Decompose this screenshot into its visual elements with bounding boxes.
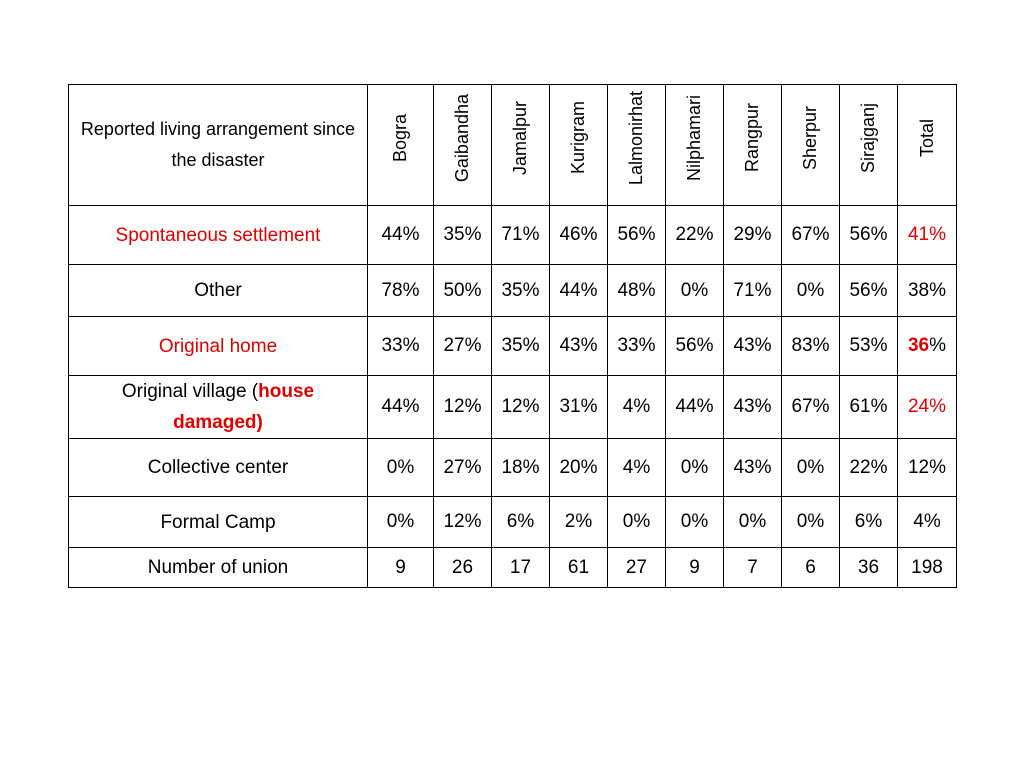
table-cell: 50%	[434, 265, 492, 317]
table-cell: 71%	[724, 265, 782, 317]
table-cell: 0%	[782, 265, 840, 317]
table-cell: 44%	[368, 206, 434, 265]
table-cell: 43%	[724, 317, 782, 376]
table-row-formal-camp	[69, 497, 957, 548]
table-cell: 17	[492, 548, 550, 588]
table-cell: 12%	[434, 376, 492, 439]
table-cell: 35%	[492, 317, 550, 376]
row-label-prefix: Original village (	[121, 381, 259, 402]
table-cell: 44%	[666, 376, 724, 439]
col-header-jamalpur: Jamalpur	[492, 85, 550, 206]
table-cell-total: 41%	[898, 206, 957, 265]
table-cell: 26	[434, 548, 492, 588]
table-cell: 71%	[492, 206, 550, 265]
table-cell: 0%	[666, 439, 724, 497]
table-cell-total: 38%	[898, 265, 957, 317]
total-unit: %	[929, 335, 947, 356]
table-cell: 4%	[608, 439, 666, 497]
table-cell: 4%	[608, 376, 666, 439]
row-label: Spontaneous settlement	[69, 206, 368, 265]
table-cell: 22%	[840, 439, 898, 497]
table-cell: 0%	[782, 497, 840, 548]
living-arrangement-table	[68, 84, 957, 588]
table-cell: 33%	[368, 317, 434, 376]
table-cell: 18%	[492, 439, 550, 497]
row-label: Other	[69, 265, 368, 317]
table-cell: 33%	[608, 317, 666, 376]
table-cell: 12%	[434, 497, 492, 548]
col-header-sirajganj: Sirajganj	[840, 85, 898, 206]
table-cell: 61	[550, 548, 608, 588]
table-cell: 56%	[608, 206, 666, 265]
table-cell: 9	[368, 548, 434, 588]
table-cell: 0%	[666, 497, 724, 548]
table-cell-total: 12%	[898, 439, 957, 497]
table-cell: 27%	[434, 439, 492, 497]
table-cell: 78%	[368, 265, 434, 317]
table-cell: 12%	[492, 376, 550, 439]
table-cell: 48%	[608, 265, 666, 317]
table-row-number-of-union	[69, 548, 957, 588]
table-cell: 43%	[724, 376, 782, 439]
table-row-original-village	[69, 376, 957, 439]
table-cell: 46%	[550, 206, 608, 265]
corner-header-text: Reported living arrangement since the disaster	[80, 119, 356, 170]
row-label-emphasis: damaged)	[173, 412, 263, 433]
table-row-original-home	[69, 317, 957, 376]
table-cell: 56%	[840, 265, 898, 317]
table-cell-total: 198	[898, 548, 957, 588]
table-cell: 36	[840, 548, 898, 588]
table-cell: 29%	[724, 206, 782, 265]
table-cell: 22%	[666, 206, 724, 265]
table-cell: 6%	[840, 497, 898, 548]
col-header-rangpur: Rangpur	[724, 85, 782, 206]
row-label-emphasis: house	[258, 381, 315, 402]
table-cell: 56%	[840, 206, 898, 265]
table-cell: 2%	[550, 497, 608, 548]
table-cell: 44%	[368, 376, 434, 439]
table-cell: 67%	[782, 206, 840, 265]
col-header-gaibandha: Gaibandha	[434, 85, 492, 206]
table-cell: 61%	[840, 376, 898, 439]
table-cell: 9	[666, 548, 724, 588]
table-cell: 0%	[782, 439, 840, 497]
col-header-bogra: Bogra	[368, 85, 434, 206]
table-row-spontaneous-settlement	[69, 206, 957, 265]
table-cell: 0%	[368, 439, 434, 497]
table-row-collective-center	[69, 439, 957, 497]
table-cell-total: 24%	[898, 376, 957, 439]
table-cell-total	[898, 317, 957, 376]
table-cell: 6%	[492, 497, 550, 548]
row-label: Number of union	[69, 548, 368, 588]
table-cell: 7	[724, 548, 782, 588]
table-cell: 27%	[434, 317, 492, 376]
table-cell: 0%	[666, 265, 724, 317]
table-cell: 44%	[550, 265, 608, 317]
col-header-lalmonirhat: Lalmonirhat	[608, 85, 666, 206]
col-header-nilphamari: Nilphamari	[666, 85, 724, 206]
table-cell: 20%	[550, 439, 608, 497]
table-cell: 35%	[492, 265, 550, 317]
row-label: Original home	[69, 317, 368, 376]
col-header-kurigram: Kurigram	[550, 85, 608, 206]
row-label: Formal Camp	[69, 497, 368, 548]
table-row-other	[69, 265, 957, 317]
col-header-total: Total	[898, 85, 957, 206]
table-cell: 56%	[666, 317, 724, 376]
table-cell: 43%	[724, 439, 782, 497]
row-label: Collective center	[69, 439, 368, 497]
table-cell: 83%	[782, 317, 840, 376]
table-cell: 0%	[368, 497, 434, 548]
table-cell: 67%	[782, 376, 840, 439]
table-cell: 43%	[550, 317, 608, 376]
table-cell: 27	[608, 548, 666, 588]
table-cell-total: 4%	[898, 497, 957, 548]
table-cell: 31%	[550, 376, 608, 439]
header-row	[69, 85, 957, 206]
table-cell: 0%	[724, 497, 782, 548]
col-header-sherpur: Sherpur	[782, 85, 840, 206]
table-cell: 6	[782, 548, 840, 588]
row-label	[69, 376, 368, 439]
table-cell: 35%	[434, 206, 492, 265]
table-cell: 0%	[608, 497, 666, 548]
table-cell: 53%	[840, 317, 898, 376]
total-number: 36	[907, 335, 930, 356]
corner-header	[69, 85, 368, 206]
